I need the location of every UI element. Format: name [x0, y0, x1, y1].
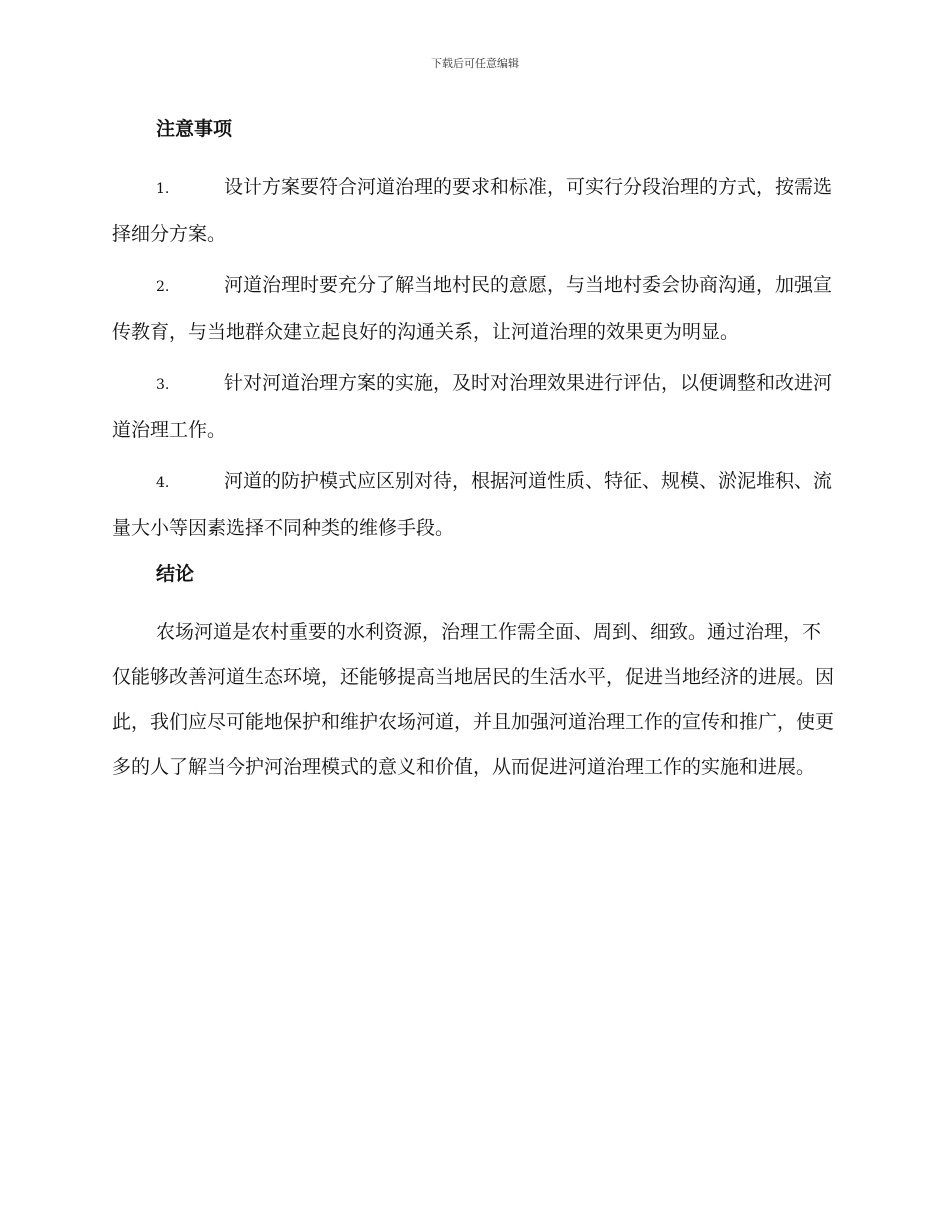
list-item-4 — [112, 459, 837, 551]
list-item-text: 河道的防护模式应区别对待，根据河道性质、特征、规模、淤泥堆积、流量大小等因素选择不同种类的维修手段。 — [112, 470, 833, 539]
list-item-text: 针对河道治理方案的实施，及时对治理效果进行评估，以便调整和改进河道治理工作。 — [112, 372, 833, 441]
document-body — [112, 112, 837, 790]
list-item-3 — [112, 361, 837, 453]
list-number: 2. — [156, 279, 170, 295]
list-item-1 — [112, 165, 837, 257]
list-item-2 — [112, 263, 837, 355]
list-item-text: 河道治理时要充分了解当地村民的意愿，与当地村委会协商沟通，加强宣传教育，与当地群众建立起良好的沟通关系，让河道治理的效果更为明显。 — [112, 274, 833, 343]
list-number: 1. — [156, 181, 170, 197]
list-item-text: 设计方案要符合河道治理的要求和标准，可实行分段治理的方式，按需选择细分方案。 — [112, 176, 833, 245]
notes-heading: 注意事项 — [156, 118, 233, 140]
conclusion-heading: 结论 — [156, 563, 195, 585]
header-note: 下载后可任意编辑 — [431, 57, 519, 70]
list-number: 4. — [156, 475, 170, 491]
list-number: 3. — [156, 377, 170, 393]
conclusion-paragraph: 农场河道是农村重要的水利资源，治理工作需全面、周到、细致。通过治理，不仅能够改善河道生态环境，还能够提高当地居民的生活水平，促进当地经济的进展。因此，我们应尽可能地保护和维护农场河道，并且加强河道治理工作的宣传和推广，使更多的人了解当今护河治理模式的意义和价值，从而促进河道治理工作的实施和进展。 — [112, 621, 835, 778]
